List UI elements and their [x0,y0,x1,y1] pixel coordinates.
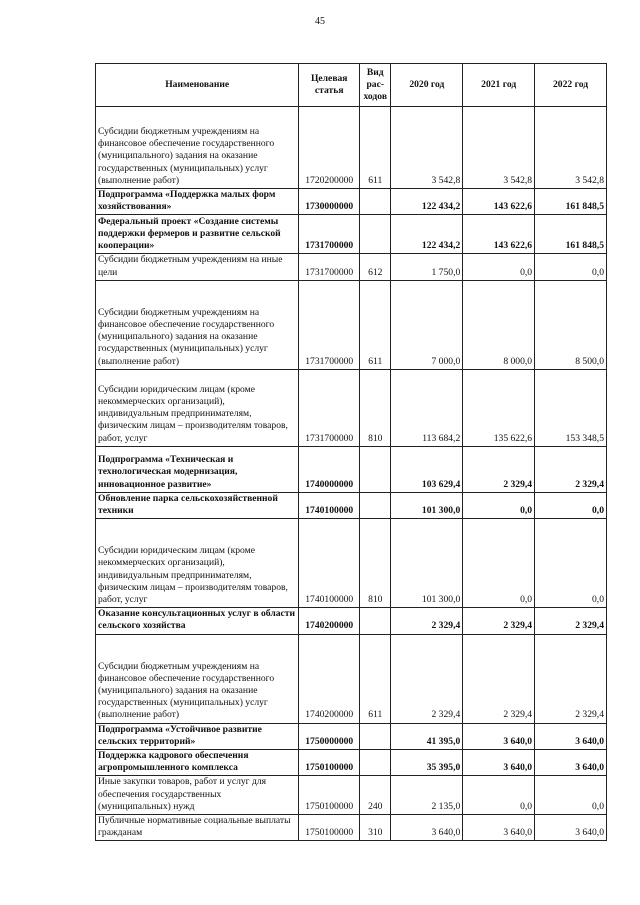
cell-name: Подпрограмма «Устойчивое развитие сельских территорий» [96,723,299,749]
cell-y2022: 0,0 [535,254,607,280]
cell-y2020: 122 434,2 [391,215,463,254]
cell-code: 1730000000 [299,189,360,215]
cell-y2020: 7 000,0 [391,280,463,369]
table-row [96,280,607,369]
page-number: 45 [315,16,325,27]
table-row [96,815,607,841]
table-row [96,189,607,215]
cell-code: 1740000000 [299,446,360,492]
cell-y2022: 0,0 [535,776,607,815]
cell-y2021: 3 542,8 [463,107,535,189]
cell-vid: 810 [360,519,391,608]
cell-y2021: 3 640,0 [463,723,535,749]
cell-y2022: 3 640,0 [535,723,607,749]
cell-y2021: 143 622,6 [463,215,535,254]
cell-y2020: 101 300,0 [391,519,463,608]
header-2021: 2021 год [463,64,535,107]
cell-name: Субсидии бюджетным учреждениям на иные цели [96,254,299,280]
cell-y2021: 135 622,6 [463,369,535,446]
cell-name: Публичные нормативные социальные выплаты гражданам [96,815,299,841]
cell-vid [360,189,391,215]
cell-code: 1750100000 [299,815,360,841]
table-row [96,254,607,280]
cell-code: 1740100000 [299,492,360,518]
cell-vid [360,750,391,776]
cell-code: 1740100000 [299,519,360,608]
cell-y2021: 2 329,4 [463,634,535,723]
header-vid: Вид рас-ходов [360,64,391,107]
table-row [96,776,607,815]
cell-name: Поддержка кадрового обеспечения агропромышленного комплекса [96,750,299,776]
table-row [96,492,607,518]
cell-name: Обновление парка сельскохозяйственной техники [96,492,299,518]
table-row [96,369,607,446]
cell-y2020: 122 434,2 [391,189,463,215]
cell-code: 1731700000 [299,215,360,254]
cell-vid: 611 [360,107,391,189]
header-2020: 2020 год [391,64,463,107]
cell-code: 1750100000 [299,750,360,776]
cell-y2021: 2 329,4 [463,608,535,634]
table-row [96,723,607,749]
cell-name: Субсидии бюджетным учреждениям на финансовое обеспечение государственного (муниципального) задания на оказание государственных (муниципальных) услуг (выполнение работ) [96,107,299,189]
cell-vid: 611 [360,280,391,369]
cell-code: 1750000000 [299,723,360,749]
cell-y2020: 103 629,4 [391,446,463,492]
header-code: Целевая статья [299,64,360,107]
cell-y2022: 3 640,0 [535,750,607,776]
cell-y2022: 2 329,4 [535,634,607,723]
cell-y2021: 0,0 [463,776,535,815]
cell-y2020: 2 329,4 [391,634,463,723]
cell-vid: 611 [360,634,391,723]
cell-code: 1740200000 [299,634,360,723]
cell-y2022: 3 542,8 [535,107,607,189]
cell-name: Федеральный проект «Создание системы поддержки фермеров и развитие сельской кооперации» [96,215,299,254]
cell-y2020: 2 135,0 [391,776,463,815]
budget-table [95,63,607,841]
cell-y2020: 113 684,2 [391,369,463,446]
table-row [96,608,607,634]
cell-name: Субсидии юридическим лицам (кроме некоммерческих организаций), индивидуальным предпринимателям, физическим лицам – производителям товаров, работ, услуг [96,369,299,446]
cell-name: Оказание консультационных услуг в области сельского хозяйства [96,608,299,634]
cell-name: Субсидии юридическим лицам (кроме некоммерческих организаций), индивидуальным предпринимателям, физическим лицам – производителям товаров, работ, услуг [96,519,299,608]
cell-name: Иные закупки товаров, работ и услуг для обеспечения государственных (муниципальных) нужд [96,776,299,815]
cell-name: Подпрограмма «Поддержка малых форм хозяйствования» [96,189,299,215]
cell-code: 1720200000 [299,107,360,189]
cell-y2020: 41 395,0 [391,723,463,749]
cell-y2020: 3 542,8 [391,107,463,189]
cell-y2022: 161 848,5 [535,215,607,254]
table-row [96,519,607,608]
cell-y2021: 2 329,4 [463,446,535,492]
cell-y2020: 35 395,0 [391,750,463,776]
cell-y2021: 8 000,0 [463,280,535,369]
cell-y2022: 153 348,5 [535,369,607,446]
cell-vid [360,492,391,518]
cell-vid [360,215,391,254]
cell-y2020: 101 300,0 [391,492,463,518]
cell-vid [360,446,391,492]
cell-code: 1740200000 [299,608,360,634]
table-header-row [96,64,607,107]
cell-y2020: 3 640,0 [391,815,463,841]
cell-y2022: 2 329,4 [535,608,607,634]
cell-code: 1731700000 [299,369,360,446]
header-name: Наименование [96,64,299,107]
cell-y2021: 3 640,0 [463,750,535,776]
table-row [96,107,607,189]
cell-y2022: 3 640,0 [535,815,607,841]
cell-vid: 612 [360,254,391,280]
cell-vid: 310 [360,815,391,841]
cell-code: 1731700000 [299,254,360,280]
cell-y2021: 0,0 [463,492,535,518]
cell-y2021: 3 640,0 [463,815,535,841]
header-2022: 2022 год [535,64,607,107]
cell-y2021: 0,0 [463,519,535,608]
table-row [96,634,607,723]
cell-code: 1731700000 [299,280,360,369]
cell-y2022: 161 848,5 [535,189,607,215]
cell-vid: 810 [360,369,391,446]
cell-y2021: 0,0 [463,254,535,280]
cell-name: Субсидии бюджетным учреждениям на финансовое обеспечение государственного (муниципального) задания на оказание государственных (муниципальных) услуг (выполнение работ) [96,634,299,723]
cell-y2020: 2 329,4 [391,608,463,634]
cell-y2022: 0,0 [535,492,607,518]
cell-y2022: 0,0 [535,519,607,608]
table-row [96,750,607,776]
cell-y2022: 2 329,4 [535,446,607,492]
cell-code: 1750100000 [299,776,360,815]
cell-name: Субсидии бюджетным учреждениям на финансовое обеспечение государственного (муниципального) задания на оказание государственных (муниципальных) услуг (выполнение работ) [96,280,299,369]
table-row [96,215,607,254]
cell-vid [360,608,391,634]
cell-name: Подпрограмма «Техническая и технологическая модернизация, инновационное развитие» [96,446,299,492]
cell-y2021: 143 622,6 [463,189,535,215]
table-row [96,446,607,492]
cell-vid: 240 [360,776,391,815]
cell-y2022: 8 500,0 [535,280,607,369]
cell-vid [360,723,391,749]
cell-y2020: 1 750,0 [391,254,463,280]
